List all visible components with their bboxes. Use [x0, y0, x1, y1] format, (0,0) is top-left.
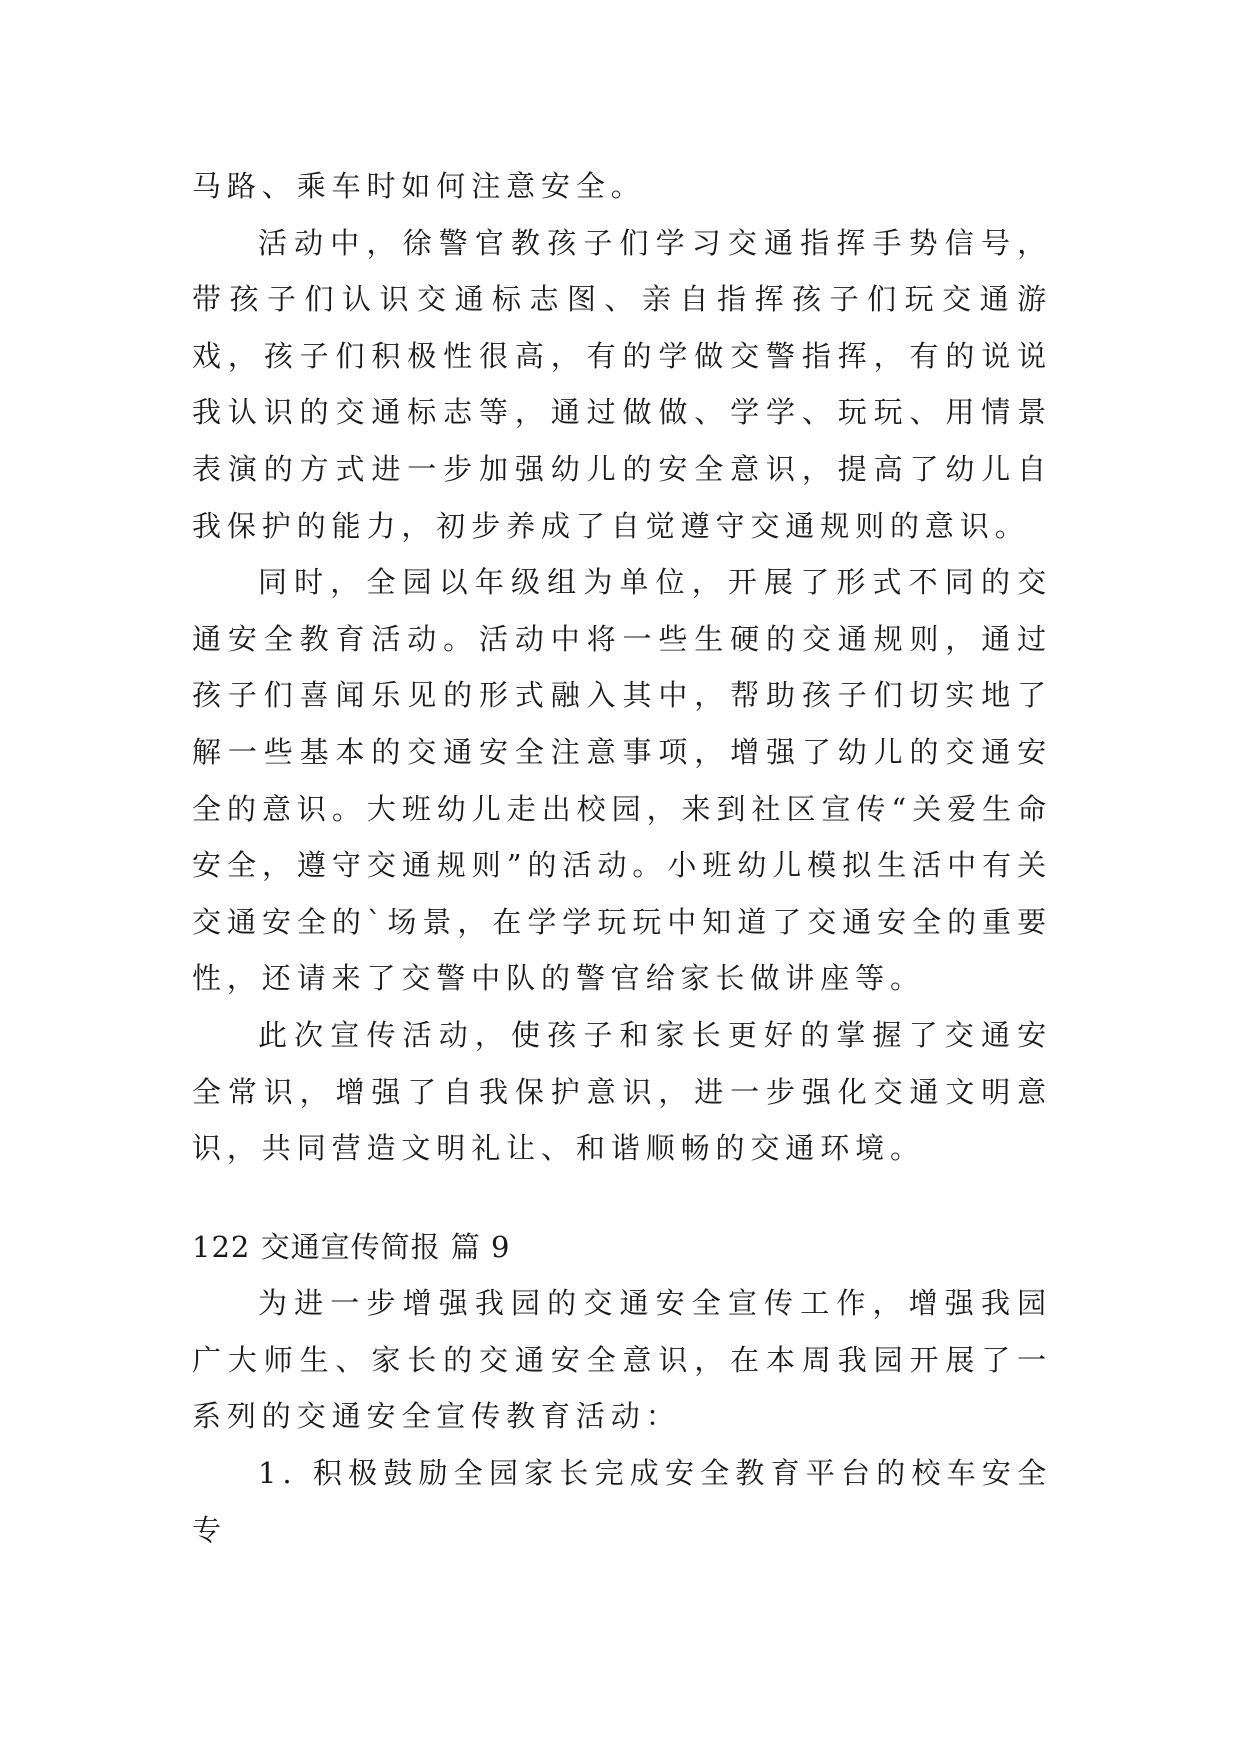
paragraph-activity: 活动中，徐警官教孩子们学习交通指挥手势信号，带孩子们认识交通标志图、亲自指挥孩子们玩交通游戏，孩子们积极性很高，有的学做交警指挥，有的说说我认识的交通标志等，通过做做、学学、玩玩、用情景表演的方式进一步加强幼儿的安全意识，提高了幼儿自我保护的能力，初步养成了自觉遵守交通规则的意识。: [192, 225, 1052, 543]
paragraph-grade-groups: 同时，全园以年级组为单位，开展了形式不同的交通安全教育活动。活动中将一些生硬的交通规则，通过孩子们喜闻乐见的形式融入其中，帮助孩子们切实地了解一些基本的交通安全注意事项，增强了幼儿的交通安全的意识。大班幼儿走出校园，来到社区宣传“关爱生命安全，遵守交通规则”的活动。小班幼儿模拟生活中有关交通安全的`场景，在学学玩玩中知道了交通安全的重要性，还请来了交警中队的警官给家长做讲座等。: [192, 565, 1052, 996]
paragraph-continuation: 马路、乘车时如何注意安全。: [192, 169, 646, 203]
list-item-1: 1. 积极鼓励全园家长完成安全教育平台的校车安全专: [192, 1456, 1052, 1547]
section-heading: 122 交通宣传简报 篇 9: [192, 1229, 511, 1264]
paragraph-summary: 此次宣传活动，使孩子和家长更好的掌握了交通安全常识，增强了自我保护意识，进一步强化交通文明意识，共同营造文明礼让、和谐顺畅的交通环境。: [192, 1017, 1052, 1166]
document-body: [192, 158, 1052, 1558]
paragraph-intro: 为进一步增强我园的交通安全宣传工作，增强我园广大师生、家长的交通安全意识，在本周我园开展了一系列的交通安全宣传教育活动：: [192, 1286, 1052, 1434]
